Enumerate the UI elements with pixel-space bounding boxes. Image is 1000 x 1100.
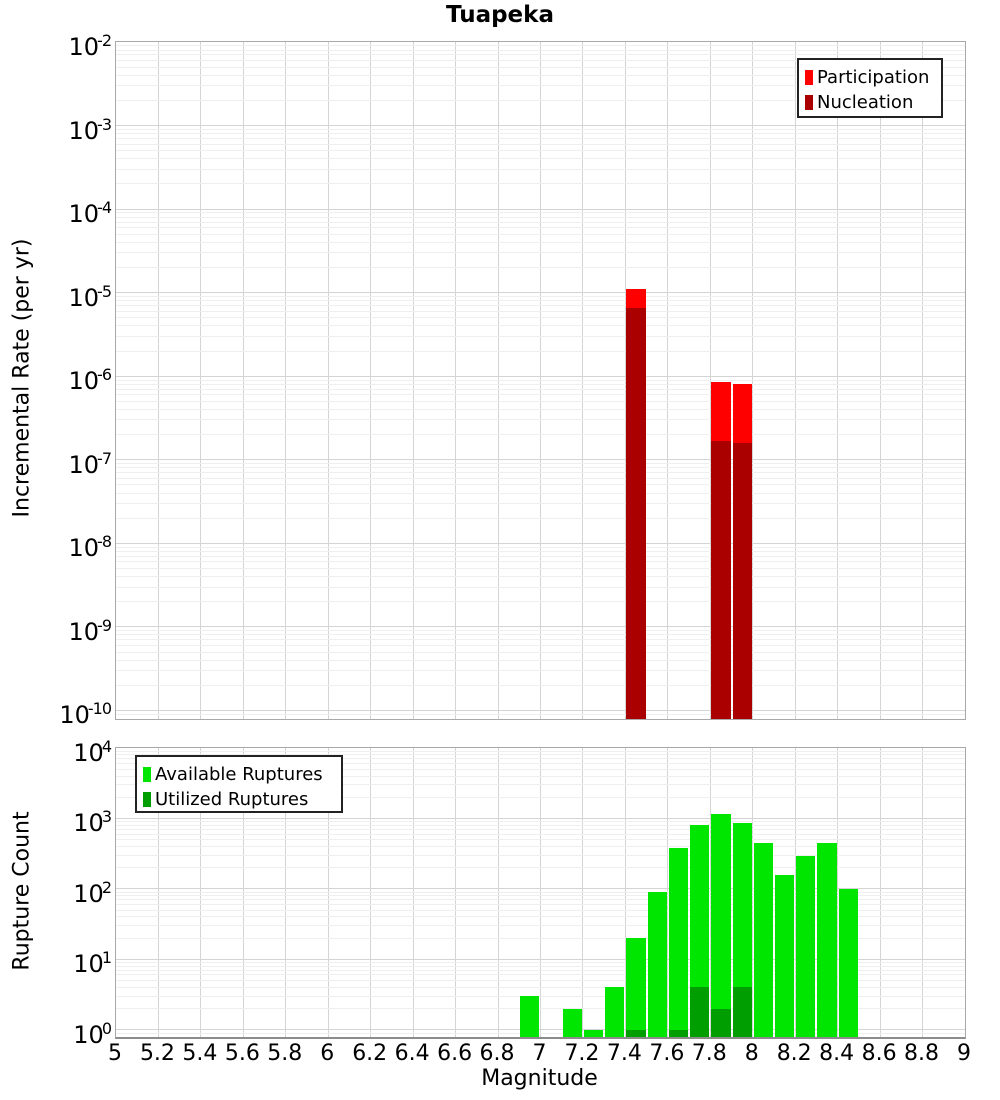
available-bar (584, 1030, 603, 1037)
legend-item-nucleation (805, 90, 937, 115)
gridline-horizontal-minor (116, 317, 965, 318)
gridline-horizontal-minor (116, 242, 965, 243)
gridline-horizontal-minor (116, 467, 965, 468)
gridline-horizontal-minor (116, 384, 965, 385)
gridline-horizontal-minor (116, 630, 965, 631)
gridline-horizontal-major (116, 459, 965, 460)
nucleation-legend-label: Nucleation (817, 92, 914, 113)
available-ruptures-swatch (143, 767, 151, 782)
gridline-horizontal-minor (116, 311, 965, 312)
gridline-horizontal-minor (116, 892, 965, 893)
nucleation-bar (711, 441, 730, 719)
gridline-horizontal-minor (116, 472, 965, 473)
participation-legend-label: Participation (817, 67, 930, 88)
gridline-horizontal-minor (116, 987, 965, 988)
gridline-horizontal-minor (116, 825, 965, 826)
gridline-horizontal-minor (116, 1008, 965, 1009)
x-tick-label: 8 (744, 1041, 759, 1066)
rate-axis-label: Incremental Rate (per yr) (9, 238, 35, 518)
gridline-horizontal-minor (116, 50, 965, 51)
gridline-horizontal-minor (116, 821, 965, 822)
gridline-horizontal-minor (116, 867, 965, 868)
utilized-ruptures-legend-label: Utilized Ruptures (155, 789, 309, 810)
utilized-bar (669, 1030, 688, 1037)
y-tick-label: $10^3$ (73, 807, 111, 838)
gridline-horizontal-minor (116, 996, 965, 997)
available-bar (669, 848, 688, 1037)
gridline-horizontal-major (116, 543, 965, 544)
gridline-horizontal-minor (116, 217, 965, 218)
available-ruptures-legend-label: Available Ruptures (155, 764, 323, 785)
y-tick-label: $10^{-3}$ (68, 114, 111, 145)
available-bar (817, 843, 836, 1037)
gridline-horizontal-minor (116, 561, 965, 562)
y-tick-label: $10^1$ (73, 948, 111, 979)
gridline-horizontal-minor (116, 556, 965, 557)
gridline-horizontal-minor (116, 150, 965, 151)
available-bar (626, 938, 645, 1037)
gridline-horizontal-minor (116, 434, 965, 435)
gridline-horizontal-minor (116, 478, 965, 479)
gridline-horizontal-minor (116, 829, 965, 830)
x-tick-label: 6.2 (352, 1041, 388, 1066)
utilized-ruptures-swatch (143, 792, 151, 807)
x-tick-label: 6.8 (479, 1041, 515, 1066)
gridline-horizontal-minor (116, 234, 965, 235)
gridline-horizontal-minor (116, 916, 965, 917)
gridline-horizontal-minor (116, 652, 965, 653)
x-tick-label: 5.2 (139, 1041, 175, 1066)
y-tick-label: $10^0$ (73, 1018, 111, 1049)
gridline-horizontal-minor (116, 183, 965, 184)
available-bar (520, 996, 539, 1037)
gridline-horizontal-minor (116, 904, 965, 905)
y-tick-label: $10^{-8}$ (68, 532, 111, 563)
gridline-horizontal-major (116, 818, 965, 819)
gridline-horizontal-minor (116, 129, 965, 130)
gridline-horizontal-minor (116, 910, 965, 911)
magnitude-axis-label: Magnitude (481, 1066, 598, 1091)
gridline-horizontal-minor (116, 601, 965, 602)
gridline-horizontal-minor (116, 252, 965, 253)
gridline-horizontal-major (116, 376, 965, 377)
gridline-horizontal-minor (116, 503, 965, 504)
y-tick-label: $10^4$ (73, 737, 111, 767)
x-tick-label: 7.2 (564, 1041, 600, 1066)
utilized-bar (733, 987, 752, 1037)
gridline-horizontal-major (116, 959, 965, 960)
gridline-horizontal-minor (116, 351, 965, 352)
available-bar (648, 892, 667, 1037)
gridline-horizontal-minor (116, 587, 965, 588)
gridline-horizontal-minor (116, 938, 965, 939)
legend-item-available-ruptures (143, 762, 337, 787)
gridline-horizontal-minor (116, 855, 965, 856)
gridline-horizontal-minor (116, 54, 965, 55)
gridline-horizontal-minor (116, 895, 965, 896)
gridline-horizontal-minor (116, 839, 965, 840)
x-tick-label: 5.8 (267, 1041, 303, 1066)
gridline-horizontal-minor (116, 846, 965, 847)
count-legend (135, 755, 343, 813)
x-tick-label: 8.4 (819, 1041, 855, 1066)
gridline-horizontal-major (116, 626, 965, 627)
x-tick-label: 5 (108, 1041, 122, 1066)
gridline-horizontal-major (116, 292, 965, 293)
gridline-horizontal-minor (116, 568, 965, 569)
gridline-horizontal-minor (116, 336, 965, 337)
gridline-horizontal-minor (116, 158, 965, 159)
rate-legend (797, 58, 943, 118)
gridline-horizontal-minor (116, 974, 965, 975)
gridline-horizontal-minor (116, 409, 965, 410)
gridline-horizontal-minor (116, 227, 965, 228)
y-tick-label: $10^{-10}$ (59, 699, 111, 730)
gridline-horizontal-minor (116, 212, 965, 213)
gridline-horizontal-minor (116, 970, 965, 971)
y-tick-label: $10^{-6}$ (68, 365, 111, 396)
gridline-horizontal-minor (116, 925, 965, 926)
gridline-horizontal-minor (116, 551, 965, 552)
gridline-horizontal-major (116, 1029, 965, 1030)
rate-plot-area (115, 41, 966, 720)
gridline-horizontal-minor (116, 714, 965, 715)
y-tick-label: $10^{-2}$ (68, 31, 111, 61)
gridline-horizontal-minor (116, 834, 965, 835)
gridline-horizontal-minor (116, 169, 965, 170)
gridline-horizontal-minor (116, 144, 965, 145)
gridline-horizontal-minor (116, 222, 965, 223)
x-tick-label: 7 (532, 1041, 547, 1066)
gridline-horizontal-minor (116, 394, 965, 395)
gridline-horizontal-minor (116, 1033, 965, 1034)
chart-title: Tuapeka (446, 2, 554, 28)
gridline-horizontal-minor (116, 685, 965, 686)
available-bar (775, 875, 794, 1037)
legend-item-participation (805, 65, 937, 90)
gridline-horizontal-minor (116, 547, 965, 548)
x-tick-label: 7.6 (649, 1041, 685, 1066)
gridline-horizontal-minor (116, 645, 965, 646)
gridline-horizontal-minor (116, 389, 965, 390)
gridline-horizontal-minor (116, 45, 965, 46)
x-tick-label: 5.4 (182, 1041, 218, 1066)
x-tick-label: 9 (957, 1041, 971, 1066)
gridline-horizontal-minor (116, 300, 965, 301)
nucleation-swatch (805, 95, 813, 110)
gridline-horizontal-minor (116, 133, 965, 134)
gridline-horizontal-minor (116, 576, 965, 577)
x-tick-label: 8.6 (861, 1041, 897, 1066)
available-bar (796, 856, 815, 1037)
participation-swatch (805, 70, 813, 85)
x-tick-label: 6 (320, 1041, 335, 1066)
gridline-horizontal-major (116, 888, 965, 889)
y-tick-label: $10^2$ (73, 877, 111, 908)
nucleation-bar (733, 443, 752, 719)
y-tick-label: $10^{-5}$ (68, 281, 111, 312)
x-tick-label: 6.4 (394, 1041, 430, 1066)
available-bar (563, 1009, 582, 1037)
available-bar (839, 889, 858, 1037)
x-tick-label: 6.6 (437, 1041, 473, 1066)
gridline-horizontal-minor (116, 670, 965, 671)
gridline-horizontal-minor (116, 660, 965, 661)
gridline-horizontal-minor (116, 980, 965, 981)
x-tick-label: 8.8 (904, 1041, 940, 1066)
y-tick-label: $10^{-7}$ (68, 448, 111, 479)
gridline-horizontal-minor (116, 899, 965, 900)
gridline-horizontal-minor (116, 267, 965, 268)
gridline-horizontal-minor (116, 305, 965, 306)
gridline-horizontal-minor (116, 966, 965, 967)
gridline-horizontal-minor (116, 380, 965, 381)
gridline-horizontal-minor (116, 401, 965, 402)
gridline-horizontal-minor (116, 962, 965, 963)
gridline-horizontal-minor (116, 634, 965, 635)
x-tick-label: 5.6 (224, 1041, 260, 1066)
gridline-horizontal-minor (116, 751, 965, 752)
x-tick-label: 7.8 (691, 1041, 727, 1066)
y-tick-label: $10^{-9}$ (68, 615, 111, 646)
count-axis-label: Rupture Count (9, 811, 35, 971)
gridline-horizontal-major (116, 125, 965, 126)
utilized-bar (626, 1030, 645, 1037)
gridline-horizontal-major (116, 209, 965, 210)
available-bar (605, 987, 624, 1037)
gridline-horizontal-minor (116, 484, 965, 485)
y-tick-label: $10^{-4}$ (68, 198, 111, 229)
available-bar (754, 843, 773, 1037)
nucleation-bar (626, 308, 645, 719)
gridline-horizontal-minor (116, 419, 965, 420)
gridline-horizontal-major (116, 710, 965, 711)
legend-item-utilized-ruptures (143, 787, 337, 812)
utilized-bar (711, 1009, 730, 1037)
gridline-horizontal-minor (116, 138, 965, 139)
gridline-horizontal-minor (116, 639, 965, 640)
gridline-horizontal-minor (116, 518, 965, 519)
x-tick-label: 8.2 (776, 1041, 812, 1066)
available-bar (711, 814, 730, 1037)
utilized-bar (690, 987, 709, 1037)
gridline-horizontal-minor (116, 325, 965, 326)
x-tick-label: 7.4 (606, 1041, 642, 1066)
gridline-horizontal-minor (116, 493, 965, 494)
gridline-horizontal-minor (116, 463, 965, 464)
gridline-horizontal-minor (116, 296, 965, 297)
